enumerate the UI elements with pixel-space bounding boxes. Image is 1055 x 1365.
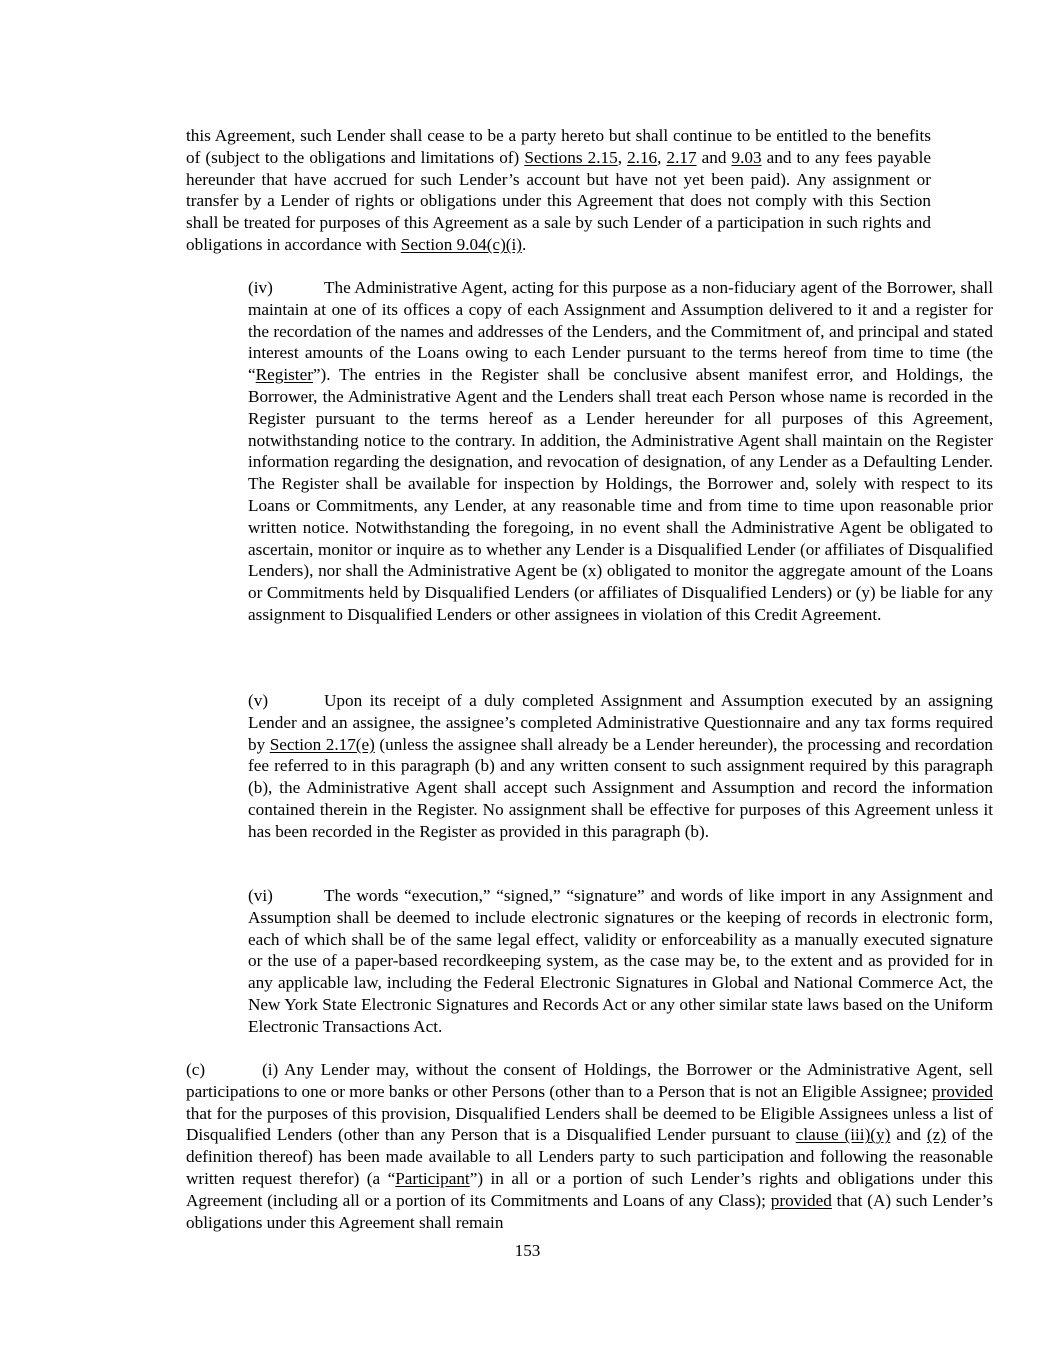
- section-reference: Sections 2.15: [524, 147, 618, 167]
- clause-number: (c): [186, 1060, 206, 1079]
- section-reference: 2.16: [627, 147, 658, 167]
- clause-reference: (z): [926, 1125, 946, 1145]
- defined-term: provided: [931, 1081, 993, 1101]
- text-run: ”). The entries in the Register shall be conclusive absent manifest error, and Holdings, the Borrower, the Administrative Agent and the Lenders shall treat each Person whose name is recorded in the Register pursuant to the terms hereof as a Lender hereunder for all purposes of this Agreement, notwithstanding notice to the contrary. In addition, the Administrative Agent shall maintain on the Register information regarding the designation, and revocation of designation, of any Lender as a Defaulting Lender. The Register shall be available for inspection by Holdings, the Borrower and, solely with respect to its Loans or Commitments, any Lender, at any reasonable time and from time to time upon reasonable prior written notice. Notwithstanding the foregoing, in no event shall the Administrative Agent be obligated to ascertain, monitor or inquire as to whether any Lender is a Disqualified Lender (or affiliates of Disqualified Lenders), nor shall the Administrative Agent be (x) obligated to monitor the aggregate amount of the Loans or Commitments held by Disqualified Lenders (or affiliates of Disqualified Lenders) or (y) be liable for any assignment to Disqualified Lenders or other assignees in violation of this Credit Agreement.: [248, 365, 993, 624]
- page-number: 153: [514, 1241, 541, 1260]
- text-run: ,: [657, 147, 667, 167]
- text-run: (unless the assignee shall already be a Lender hereunder), the processing and recordation fee referred to in this paragraph (b) and any written consent to such assignment required by this paragraph (b), the Administrative Agent shall accept such Assignment and Assumption and record the information contained therein in the Register. No assignment shall be effective for purposes of this Agreement unless it has been recorded in the Register as provided in this paragraph (b).: [248, 734, 994, 841]
- paragraph-c: [124, 1059, 993, 1233]
- text-run: The words “execution,” “signed,” “signature” and words of like import in any Assignment and Assumption shall be deemed to include electronic signatures or the keeping of records in electronic form, each of which shall be of the same legal effect, validity or enforceability as a manually executed signature or the use of a paper-based recordkeeping system, as the case may be, to the extent and as provided for in any applicable law, including the Federal Electronic Signatures in Global and National Commerce Act, the New York State Electronic Signatures and Records Act or any other similar state laws based on the Uniform Electronic Transactions Act.: [248, 886, 993, 1036]
- text-run: .: [522, 234, 527, 254]
- clause-reference: clause (iii)(y): [795, 1125, 891, 1145]
- text-run: (i) Any Lender may, without the consent of Holdings, the Borrower or the Administrative Agent, sell participations to one or more banks or other Persons (other than to a Person that is not an Eligible Assignee;: [186, 1060, 993, 1101]
- text-run: of the definition thereof) has been made available to all Lenders party to such participation and following the reasonable written request therefor) (a “: [186, 1125, 993, 1188]
- defined-term: Register: [255, 365, 313, 385]
- clause-number: (vi): [248, 886, 273, 905]
- clause-number: (iv): [248, 278, 273, 297]
- text-run: The Administrative Agent, acting for this purpose as a non-fiduciary agent of the Borrower, shall maintain at one of its offices a copy of each Assignment and Assumption delivered to it and a register for the recordation of the names and addresses of the Lenders, and the Commitment of, and principal and stated interest amounts of the Loans owing to each Lender pursuant to the terms hereof from time to time (the “: [248, 278, 993, 385]
- text-run: this Agreement, such Lender shall cease to be a party hereto but shall continue to be entitled to the benefits of (subject to the obligations and limitations of): [186, 126, 931, 167]
- clause-number: (v): [248, 691, 269, 710]
- defined-term: Participant: [395, 1168, 470, 1188]
- paragraph-continuation: [186, 125, 931, 256]
- defined-term: provided: [770, 1190, 832, 1210]
- section-reference: Section 2.17(e): [269, 734, 375, 754]
- text-run: that (A) such Lender’s obligations under this Agreement shall remain: [186, 1190, 993, 1232]
- paragraph-v: [186, 690, 993, 843]
- section-reference: 2.17: [666, 147, 697, 167]
- paragraph-iv: [186, 277, 993, 626]
- section-reference: 9.03: [731, 147, 762, 167]
- text-run: ,: [617, 147, 628, 167]
- text-run: that for the purposes of this provision, Disqualified Lenders shall be deemed to be Eligible Assignees unless a list of Disqualified Lenders (other than any Person that is a Disqualified Lender pursuant to: [186, 1103, 993, 1145]
- text-run: and: [890, 1125, 927, 1145]
- paragraph-vi: [186, 885, 993, 1038]
- section-reference: Section 9.04(c)(i): [400, 234, 523, 254]
- text-run: ”) in all or a portion of such Lender’s rights and obligations under this Agreement (including all or a portion of its Commitments and Loans of any Class);: [186, 1168, 993, 1210]
- text-run: and: [696, 147, 732, 167]
- text-run: Upon its receipt of a duly completed Assignment and Assumption executed by an assigning Lender and an assignee, the assignee’s completed Administrative Questionnaire and any tax forms required by: [248, 691, 993, 754]
- text-run: and to any fees payable hereunder that have accrued for such Lender’s account but have not yet been paid). Any assignment or transfer by a Lender of rights or obligations under this Agreement that does not comply with this Section shall be treated for purposes of this Agreement as a sale by such Lender of a participation in such rights and obligations in accordance with: [186, 147, 931, 254]
